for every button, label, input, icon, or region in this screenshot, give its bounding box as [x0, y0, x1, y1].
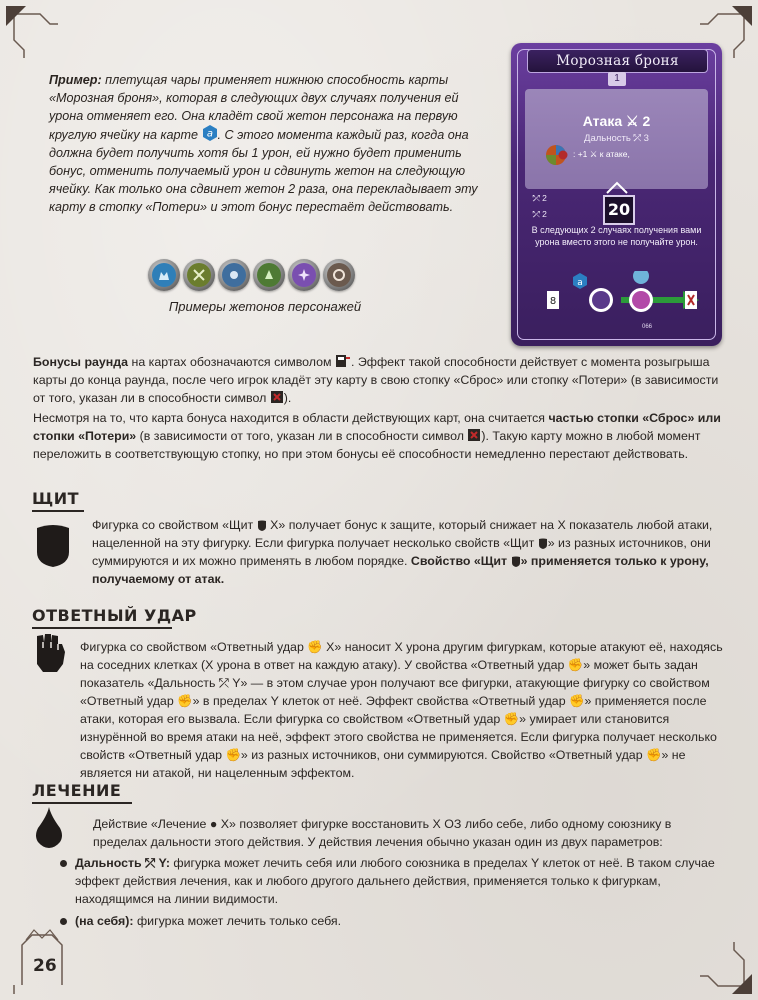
shield-heading-rule [32, 510, 84, 512]
card-bottom-icons [547, 271, 707, 323]
shield-heading: ЩИТ [32, 489, 80, 508]
page-number: 26 [33, 956, 57, 976]
bullet-1 [60, 860, 67, 867]
retaliate-heading: ОТВЕТНЫЙ УДАР [32, 606, 197, 625]
token-scoundrel-icon [218, 259, 250, 291]
shield-small-icon [511, 556, 521, 567]
card-tag-top-value: 2 [542, 193, 547, 203]
shield-text-2: X» получает бонус к защите, который снижает на X показатель любой атаки, нацеленной на эту фигурку. Если фигурка получает несколько свойств «Щит [92, 518, 713, 550]
heal-heading: ЛЕЧЕНИЕ [32, 781, 122, 800]
card-tag-bottom-value: 2 [542, 209, 547, 219]
example-paragraph [49, 72, 489, 216]
shield-paragraph [92, 516, 724, 588]
card-attack: Атака ⚔ 2 [582, 113, 651, 129]
shield-small-icon [257, 520, 267, 531]
retaliate-paragraph: Фигурка со свойством «Ответный удар ✊ X» наносит X урона другим фигуркам, которые атакуют её, находясь на соседних клетках (X урона в ответ на каждую атаку). У свойства «Ответный удар ✊» может быть задан показатель «Дальность ⤱ Y» — в этом случае урон получают все фигурки, атакующие фигурку со свойством «Ответный удар ✊» в пределах Y клеток от неё. Эффект свойства «Ответный удар ✊» применяется после атаки, которая его вызвала. Если фигурка со свойством «Ответный удар ✊» умирает или становится изнурённой во время атаки на неё, эффект этого свойства не применяется. Если фигурка получает несколько свойств «Ответный удар ✊» из разных источников, они суммируются. Свойство «Ответный удар ✊» не является ни атакой, ни нацеленным эффектом. [80, 640, 723, 780]
shield-bold-2: » применяется только к урону, получаемому от атак. [92, 554, 709, 586]
round-bonus-text-2: . Эффект такой способности действует с момента розыгрыша карты до конца раунда, после чего игрок кладёт эту карту в свою стопку «Сброс» или стопку «Потери» (в зависимости от того, указан ли в способности символ [33, 355, 719, 405]
token-tinkerer-icon [183, 259, 215, 291]
token-mindthief-icon [323, 259, 355, 291]
svg-text:a: a [206, 128, 213, 140]
svg-text:a: a [577, 278, 583, 288]
bullet-2 [60, 918, 67, 925]
heal-bullet-2-text: фигурка может лечить только себя. [133, 914, 342, 928]
card-number: 066 [642, 324, 653, 330]
round-bonus-text-1: на картах обозначаются символом [128, 355, 335, 369]
heal-bullet-2-bold: (на себя): [75, 914, 134, 928]
round-bonus-paragraph [33, 353, 723, 407]
heal-bullet-1-bold: Дальность ⤱ Y: [75, 856, 170, 870]
card-level: 1 [608, 72, 626, 86]
token-cragheart-icon [253, 259, 285, 291]
round-bonus-icon [335, 354, 351, 368]
round-bonus2-text-3: ). Такую карту можно в любой момент переложить в соответствующую стопку, но при этом бонусы её способности немедленно перестают действовать. [33, 429, 701, 461]
shield-text-1: Фигурка со свойством «Щит [92, 518, 257, 532]
card-range: Дальность ⤱ 3 [584, 133, 649, 144]
lost-icon [270, 390, 284, 404]
drop-icon [34, 806, 64, 848]
shield-small-icon [538, 538, 548, 549]
tokens-caption: Примеры жетонов персонажей [168, 299, 362, 314]
card-tag-top: ⤱ 2 [533, 193, 547, 203]
card-initiative: 20 [603, 195, 635, 225]
round-bonus2-text-1: Несмотря на то, что карта бонуса находится в области действующих карт, она считается [33, 411, 549, 425]
heal-paragraph: Действие «Лечение ● X» позволяет фигурке восстановить X ОЗ либо себе, либо одному союзнику в пределах дальности этого действия. У действия лечения обычно указан один из двух параметров: [93, 817, 672, 849]
character-tokens [148, 259, 355, 291]
ability-card [511, 43, 722, 346]
svg-text:8: 8 [549, 296, 557, 307]
card-title: Морозная броня [527, 49, 708, 73]
retaliate-heading-rule [32, 627, 172, 629]
heal-heading-rule [32, 802, 132, 804]
card-text: В следующих 2 случаях получения вами урона вместо этого не получайте урон. [531, 225, 702, 247]
element-a-icon [202, 125, 218, 141]
fist-icon [31, 632, 69, 676]
token-spellweaver-icon [288, 259, 320, 291]
round-bonus-paragraph-2 [33, 409, 723, 463]
shield-bold-1: Свойство «Щит [410, 554, 511, 568]
round-bonus2-bold: частью стопки «Сброс» или стопки «Потери» [33, 411, 721, 443]
example-text-2: . С этого момента каждый раз, когда она должна будет получить хотя бы 1 урон, ей нужно будет применить бонус, отменить получаемый урон и сдвинуть жетон на следующую ячейку. Как только она сдвинет жетон 2 раза, она перекладывает эту карту в стопку «Потери» и этот бонус перестаёт действовать. [49, 128, 478, 214]
round-bonus-text-3: ). [283, 391, 292, 405]
lost-icon [467, 428, 481, 442]
example-label: Пример: [49, 73, 102, 87]
token-brute-icon [148, 259, 180, 291]
card-tag-bottom: ⤱ 2 [533, 209, 547, 219]
round-bonus-bold: Бонусы раунда [33, 355, 129, 369]
example-text: плетущая чары применяет нижнюю способность карты «Морозная броня», которая в следующих двух случаях получения ей урона отменяет его. Она кладёт свой жетон персонажа на первую круглую ячейку на карте [49, 73, 459, 143]
heal-bullet-1-text: фигурка может лечить себя или любого союзника в пределах Y клеток от неё. В таком случае эффект действия лечения, как и любого другого дальнего действия, применяется только к фигуркам, находящимся на линии видимости. [75, 856, 715, 906]
heal-bullet-self [75, 912, 723, 930]
heal-bullet-range [75, 854, 723, 908]
shield-text-3: » из разных источников, они суммируются и их можно применять в любом порядке. [92, 536, 711, 568]
round-bonus2-text-2: (в зависимости от того, указан ли в способности символ [136, 429, 468, 443]
shield-icon [33, 524, 73, 568]
card-bonus: : +1 ⚔ к атаке, [573, 149, 630, 159]
card-consume-icon [558, 150, 568, 160]
